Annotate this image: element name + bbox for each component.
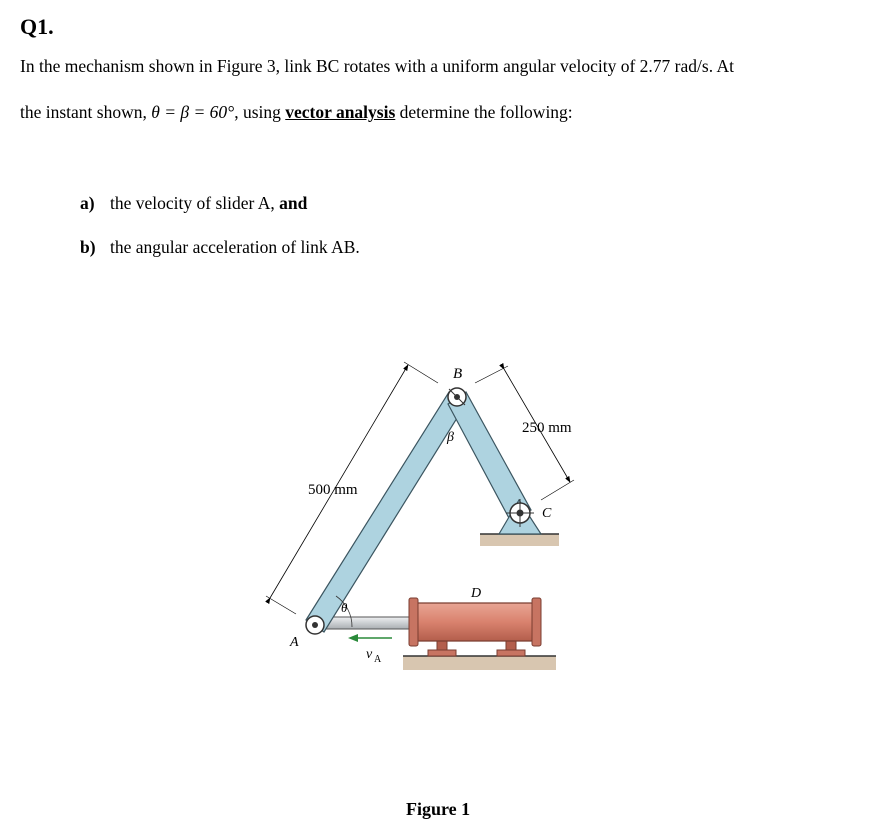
label-d: D: [471, 586, 482, 601]
extension-line: [266, 596, 296, 614]
label-va: v: [366, 647, 373, 662]
label-va-subscript: A: [374, 654, 382, 665]
question-title: Q1.: [20, 14, 54, 39]
label-theta: θ: [341, 600, 348, 615]
piston-rod: [322, 617, 417, 629]
figure-caption: Figure 1: [406, 799, 471, 819]
statement-text: determine the following:: [395, 102, 573, 122]
problem-statement-line-1: In the mechanism shown in Figure 3, link BC rotates with a uniform angular velocity of 2.77 rad/s. At: [20, 56, 734, 76]
pin-a-center: [312, 622, 318, 628]
extension-line: [541, 480, 574, 500]
part-suffix: and: [279, 193, 308, 213]
label-dim-ab: 500 mm: [308, 482, 358, 498]
support-foot-right: [497, 650, 525, 656]
pivot-ground: [480, 534, 559, 546]
label-dim-bc: 250 mm: [522, 420, 572, 436]
statement-text: the instant shown,: [20, 102, 152, 122]
link-ab: [306, 392, 467, 632]
support-foot-left: [428, 650, 456, 656]
hydraulic-cylinder: [413, 603, 535, 641]
extension-line: [475, 366, 508, 383]
velocity-arrowhead: [348, 634, 358, 642]
part-text: the angular acceleration of link AB.: [110, 237, 360, 257]
label-b: B: [453, 366, 463, 382]
cylinder-flange-left: [409, 598, 418, 646]
label-a: A: [290, 635, 299, 650]
angle-condition: θ = β = 60°: [151, 102, 235, 122]
statement-text: , using: [234, 102, 286, 122]
label-beta: β: [447, 430, 454, 445]
method-emphasis: vector analysis: [285, 102, 396, 122]
label-c: C: [542, 506, 552, 521]
cylinder-flange-right: [532, 598, 541, 646]
part-label: b): [80, 237, 96, 257]
extension-line: [404, 362, 438, 383]
part-label: a): [80, 193, 95, 213]
slider-ground: [403, 656, 556, 670]
part-text: the velocity of slider A,: [110, 193, 280, 213]
